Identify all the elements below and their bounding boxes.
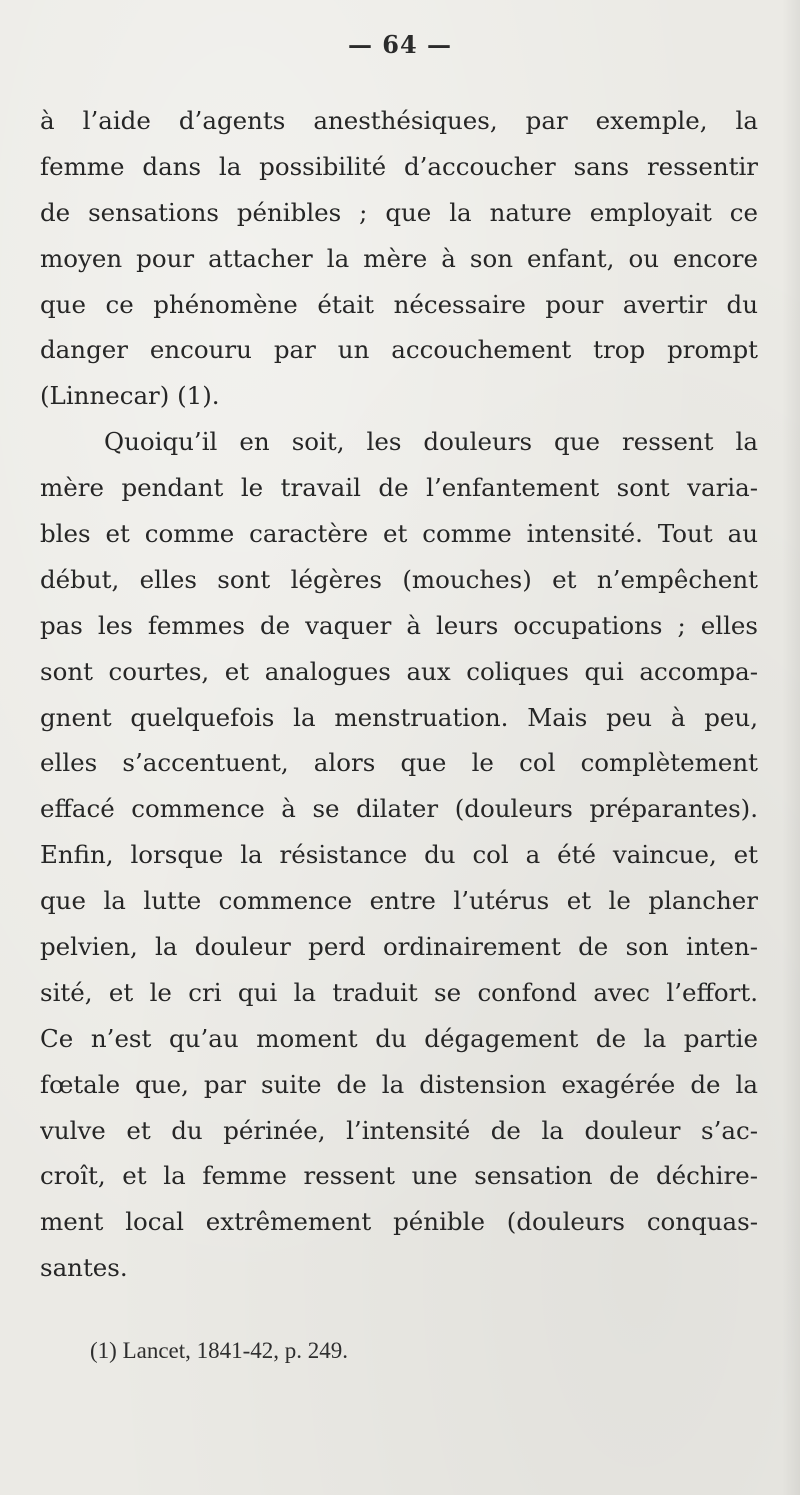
text-line: effacé commence à se dilater (douleurs préparantes). [40, 794, 758, 824]
text-line: pelvien, la douleur perd ordinairement de son inten- [40, 932, 758, 962]
text-line: (Linnecar) (1). [40, 381, 220, 411]
text-line: de sensations pénibles ; que la nature employait ce [40, 197, 758, 227]
paragraph-start-line: Quoiqu’il en soit, les douleurs que ressent la [104, 427, 758, 457]
text-line: danger encouru par un accouchement trop prompt [40, 335, 758, 365]
text-line: elles s’accentuent, alors que le col complètement [40, 748, 758, 778]
text-line: sité, et le cri qui la traduit se confond avec l’effort. [40, 977, 758, 1007]
text-line: mère pendant le travail de l’enfantement sont varia- [40, 473, 758, 503]
text-line: gnent quelquefois la menstruation. Mais peu à peu, [40, 702, 758, 732]
page-edge-shadow [782, 0, 800, 1495]
text-line: femme dans la possibilité d’accoucher sans ressentir [40, 151, 758, 181]
text-line: fœtale que, par suite de la distension exagérée de la [40, 1069, 758, 1099]
footnote: (1) Lancet, 1841-42, p. 249. [90, 1338, 349, 1363]
text-line: sont courtes, et analogues aux coliques qui accompa- [40, 656, 758, 686]
text-line: croît, et la femme ressent une sensation de déchire- [40, 1161, 758, 1191]
text-line: Enfin, lorsque la résistance du col a été vaincue, et [40, 840, 758, 870]
body-text [40, 98, 758, 1291]
text-line: Ce n’est qu’au moment du dégagement de la partie [40, 1023, 758, 1053]
text-line: ment local extrêmement pénible (douleurs conquas- [40, 1207, 758, 1237]
text-line: début, elles sont légères (mouches) et n’empêchent [40, 564, 758, 594]
text-line: moyen pour attacher la mère à son enfant, ou encore [40, 243, 758, 273]
text-line: que la lutte commence entre l’utérus et le plancher [40, 886, 758, 916]
text-line: à l’aide d’agents anesthésiques, par exemple, la [40, 106, 758, 135]
text-line: que ce phénomène était nécessaire pour avertir du [40, 289, 758, 319]
text-line: bles et comme caractère et comme intensité. Tout au [40, 519, 758, 549]
text-line: santes. [40, 1253, 128, 1283]
text-line: pas les femmes de vaquer à leurs occupations ; elles [40, 610, 758, 640]
page-number: — 64 — [347, 30, 453, 59]
text-line: vulve et du périnée, l’intensité de la douleur s’ac- [40, 1115, 758, 1145]
